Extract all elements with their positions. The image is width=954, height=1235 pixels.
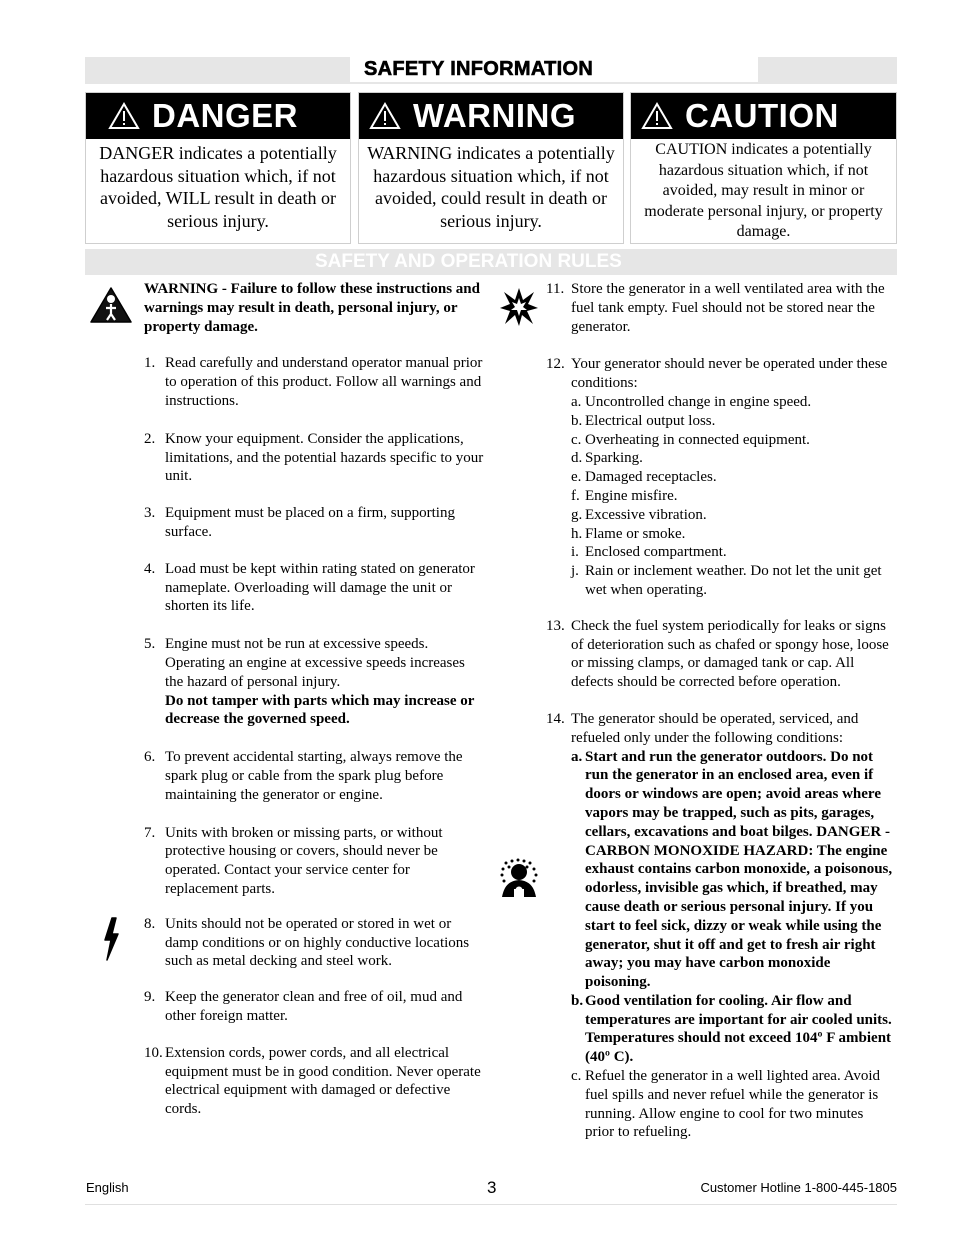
sub-letter: b. xyxy=(571,992,584,1009)
intro-warning: WARNING - Failure to follow these instructions and warnings may result in death, personal injury, or property damage. xyxy=(144,281,480,335)
rule-bold-text: Do not tamper with parts which may increase or decrease the governed speed. xyxy=(165,692,475,728)
rule-number: 1. xyxy=(144,355,156,372)
sub-item xyxy=(571,487,896,506)
rule-number: 3. xyxy=(144,505,156,522)
sub-item xyxy=(571,525,896,544)
rule-2 xyxy=(144,430,484,486)
rule-5 xyxy=(144,635,484,729)
section-title: SAFETY AND OPERATION RULES xyxy=(315,251,622,272)
warning-word: WARNING xyxy=(413,97,576,134)
sub-letter: c. xyxy=(571,431,582,448)
rule-3 xyxy=(144,504,484,542)
rule-number: 12. xyxy=(546,356,565,373)
sub-letter: b. xyxy=(571,412,583,429)
sub-item xyxy=(571,431,896,450)
footer-language: English xyxy=(86,1180,129,1195)
sub-letter: h. xyxy=(571,525,583,542)
sub-item xyxy=(571,543,896,562)
sub-item xyxy=(571,393,896,412)
sub-text: Rain or inclement weather. Do not let the unit get wet when operating. xyxy=(585,563,882,598)
sub-letter: d. xyxy=(571,450,583,467)
sub-item xyxy=(571,748,896,992)
lightning-bolt-icon xyxy=(100,916,122,962)
rule-14 xyxy=(546,710,896,1142)
rule-13 xyxy=(546,617,896,692)
page-number: 3 xyxy=(487,1178,497,1197)
warning-description: WARNING indicates a potentially hazardous situation which, if not avoided, could result in death or serious injury. xyxy=(367,143,615,231)
sub-text: Damaged receptacles. xyxy=(585,469,717,486)
alert-triangle-icon xyxy=(108,102,140,130)
rule-text: Units with broken or missing parts, or without protective housing or covers, should never be operated. Contact your service center for replacement parts. xyxy=(165,824,443,897)
sub-letter: i. xyxy=(571,544,579,561)
rule-text: Engine must not be run at excessive speeds. Operating an engine at excessive speeds increases the hazard of personal injury. xyxy=(165,636,465,690)
sub-letter: e. xyxy=(571,469,582,486)
sub-text: Enclosed compartment. xyxy=(585,544,727,561)
rule-text: The generator should be operated, serviced, and refueled only under the following conditions: xyxy=(571,710,859,746)
rule-11 xyxy=(546,280,896,336)
rule-6 xyxy=(144,748,484,804)
rule-text: Your generator should never be operated under these conditions: xyxy=(571,356,888,392)
sub-item xyxy=(571,1067,896,1142)
rule-number: 14. xyxy=(546,710,565,727)
customer-hotline: Customer Hotline 1-800-445-1805 xyxy=(700,1180,897,1195)
warning-header xyxy=(359,93,623,139)
rule-text: Check the fuel system periodically for leaks or signs of deterioration such as chafed or spongy hose, loose or missing clamps, or damaged tank or cap. All defects should be corrected before operation. xyxy=(571,617,889,691)
rule-text: To prevent accidental starting, always remove the spark plug or cable from the spark plug before maintaining the generator or engine. xyxy=(165,749,463,803)
sub-text: Engine misfire. xyxy=(585,487,678,504)
rule-number: 2. xyxy=(144,430,156,447)
danger-word: DANGER xyxy=(152,97,299,134)
sub-text: Excessive vibration. xyxy=(585,506,707,523)
rule-number: 6. xyxy=(144,749,156,766)
rule-text: Equipment must be placed on a firm, supporting surface. xyxy=(165,505,455,540)
sub-text: Electrical output loss. xyxy=(585,412,716,429)
footer-divider xyxy=(85,1204,897,1205)
sub-letter: j. xyxy=(571,563,579,580)
left-column xyxy=(144,280,484,1119)
rule-9 xyxy=(144,988,484,1026)
rule-number: 11. xyxy=(546,281,565,297)
caution-header xyxy=(631,93,896,139)
carbon-monoxide-person-icon xyxy=(498,857,542,903)
sub-item xyxy=(571,992,896,1067)
alert-triangle-icon xyxy=(641,102,673,130)
rule-number: 10. xyxy=(144,1044,163,1061)
rule-text: Read carefully and understand operator manual prior to operation of this product. Follow all warnings and instructions. xyxy=(165,355,483,409)
warning-box xyxy=(358,92,624,244)
rule-1 xyxy=(144,354,484,410)
sub-text: Uncontrolled change in engine speed. xyxy=(585,393,812,410)
sub-letter: a. xyxy=(571,393,582,410)
rule-text: Extension cords, power cords, and all electrical equipment must be in good condition. Never operate electrical equipment with damaged or defective cords. xyxy=(165,1044,481,1118)
caution-box xyxy=(630,92,897,244)
rule-8 xyxy=(144,915,484,971)
rule-10 xyxy=(144,1044,484,1119)
rule-number: 9. xyxy=(144,989,156,1006)
danger-description: DANGER indicates a potentially hazardous situation which, if not avoided, WILL result in death or serious injury. xyxy=(99,143,337,231)
rule-number: 13. xyxy=(546,617,565,634)
sub-letter: f. xyxy=(571,487,580,504)
sub-letter: g. xyxy=(571,506,583,523)
rule-text: Know your equipment. Consider the applications, limitations, and the potential hazards specific to your unit. xyxy=(165,430,484,485)
caution-description: CAUTION indicates a potentially hazardous situation which, if not avoided, may result in minor or moderate personal injury, or property damage. xyxy=(644,141,883,240)
explosion-icon xyxy=(498,284,540,328)
rule-4 xyxy=(144,560,484,616)
rule-number: 7. xyxy=(144,824,156,841)
sub-text: Refuel the generator in a well lighted area. Avoid fuel spills and never refuel while the generator is running. Allow engine to cool for two minutes prior to refueling. xyxy=(585,1068,881,1141)
rule-text: Keep the generator clean and free of oil, mud and other foreign matter. xyxy=(165,989,463,1024)
sub-text: Flame or smoke. xyxy=(585,525,686,542)
rule-number: 8. xyxy=(144,915,156,932)
rule-text: Load must be kept within rating stated on generator nameplate. Overloading will damage the unit or shorten its life. xyxy=(165,560,475,615)
sub-item xyxy=(571,412,896,431)
sub-text: Good ventilation for cooling. Air flow and temperatures are important for air cooled units. Temperatures should not exceed 104º F ambient (40º C). xyxy=(585,992,892,1066)
rule-number: 5. xyxy=(144,636,156,653)
sub-text: Sparking. xyxy=(585,450,643,467)
page-title: SAFETY INFORMATION xyxy=(350,57,758,82)
rule-12 xyxy=(546,355,896,599)
rule-7 xyxy=(144,824,484,899)
rule-number: 4. xyxy=(144,560,156,577)
sub-letter: a. xyxy=(571,748,583,765)
sub-letter: c. xyxy=(571,1068,582,1085)
alert-triangle-icon xyxy=(369,102,401,130)
sub-item xyxy=(571,506,896,525)
warning-person-icon xyxy=(89,286,133,324)
sub-text: Overheating in connected equipment. xyxy=(585,431,810,448)
sub-item xyxy=(571,562,896,600)
sub-item xyxy=(571,449,896,468)
danger-box xyxy=(85,92,351,244)
rule-text: Units should not be operated or stored in wet or damp conditions or on highly conductive locations such as metal decking and steel work. xyxy=(165,915,470,970)
caution-word: CAUTION xyxy=(685,97,839,134)
rule-text: Store the generator in a well ventilated area with the fuel tank empty. Fuel should not be stored near the generator. xyxy=(571,281,885,335)
right-column xyxy=(546,280,896,1142)
sub-item xyxy=(571,468,896,487)
danger-header xyxy=(86,93,350,139)
sub-text: Start and run the generator outdoors. Do not run the generator in an enclosed area, even if doors or windows are open; avoid areas where vapors may be trapped, such as pits, garages, cellars, excavations and boat bilges. DANGER - CARBON MONOXIDE HAZARD: The engine exhaust contains carbon monoxide, a poisonous, odorless, invisible gas which, if breathed, may cause death or serious personal injury. If you start to feel sick, dizzy or weak while using the generator, shut it off and get to fresh air right away; you may have carbon monoxide poisoning. xyxy=(585,748,893,991)
